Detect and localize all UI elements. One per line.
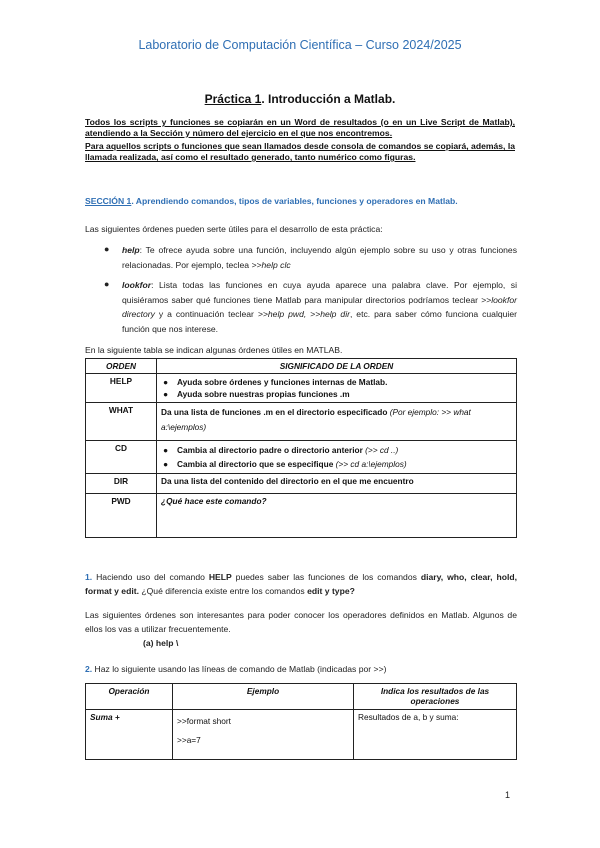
bullet-lookfor-ex2: >>help pwd, >>help dir [257,309,350,319]
cmd-what: WHAT [86,403,157,441]
bullet-help-cmd: help [122,245,140,255]
ex1-t2: puedes saber las funciones de los comandos [231,572,421,582]
cd-desc [157,441,517,474]
ex1-b3: edit y type? [307,586,355,596]
table-row [86,710,517,760]
practice-title-rest: . Introducción a Matlab. [261,92,396,106]
header-ejemplo: Ejemplo [173,684,354,710]
table-row [86,374,517,403]
bullet-help-text: : Te ofrece ayuda sobre una función, incluyendo algún ejemplo sobre su uso y otras funciones relacionadas. Por ejemplo, teclea [122,245,517,270]
operations-table [85,683,517,760]
cmd-pwd: PWD [86,494,157,538]
bullet-lookfor-cmd: lookfor [122,280,152,290]
bullet-lookfor-text2: y a continuación teclear [154,309,258,319]
bullet-dot: ● [163,377,169,387]
page-number: 1 [505,790,511,800]
header-operacion: Operación [86,684,173,710]
what-desc [157,403,517,441]
exercise-2-number: 2. [85,664,93,674]
table-intro: En la siguiente tabla se indican algunas órdenes útiles en MATLAB. [85,345,343,355]
ex1-t1: Haciendo uso del comando [92,572,209,582]
exercise-2-text: Haz lo siguiente usando las líneas de comando de Matlab (indicadas por >>) [92,664,387,674]
page-header: Laboratorio de Computación Científica – Curso 2024/2025 [138,38,462,52]
result-cell: Resultados de a, b y suma: [354,710,517,760]
cmd-dir: DIR [86,474,157,494]
para1: Las siguientes órdenes pueden serte útiles para el desarrollo de esta práctica: [85,224,383,234]
example-cell [173,710,354,760]
table-row [86,494,517,538]
header-orden: ORDEN [86,359,157,374]
help-backslash: (a) help \ [143,638,179,648]
section1-prefix: SECCIÓN 1 [85,196,132,206]
header-significado: SIGNIFICADO DE LA ORDEN [157,359,517,374]
bullet-lookfor [122,278,517,336]
ex1-t3: ¿Qué diferencia existe entre los comandos [138,586,308,596]
table-row [86,441,517,474]
table-header-row [86,684,517,710]
para2: Las siguientes órdenes son interesantes para poder conocer los operadores definidos en Matlab. Algunos de ellos los vas a utilizar frecuentemente. [85,610,517,634]
list-item [161,376,512,388]
table-row [86,474,517,494]
example-a-equals-7: >>a=7 [177,735,201,745]
cd-ex2: (>> cd a:\ejemplos) [335,459,407,469]
practice-title [0,92,600,106]
cd-item2: Cambia al directorio que se especifique [177,459,336,469]
bullet-dot: ● [104,279,110,289]
bullet-lookfor-text3: , etc. para saber cómo funciona cualquier función que nos interese. [122,309,517,334]
help-item-2: Ayuda sobre nuestras propias funciones .m [177,389,350,399]
bullet-lookfor-text1: : Lista todas las funciones en cuya ayuda aparece una palabra clave. Por ejemplo, si quisiéramos saber qué funciones tiene Matlab para manipular directorios podríamos teclear [122,280,517,305]
example-format-short: >>format short [177,716,231,726]
help-desc [157,374,517,403]
intro-line2: Para aquellos scripts o funciones que sean llamados desde consola de comandos se copiará, además, la llamada realizada, así como el resultado generado, tanto numérico como figuras. [85,141,515,162]
help-item-1: Ayuda sobre órdenes y funciones internas de Matlab. [177,377,388,387]
cd-item1: Cambia al directorio padre o directorio anterior [177,445,366,455]
exercise-1-number: 1. [85,572,93,582]
op-suma: Suma + [86,710,173,760]
exercise-2 [85,662,517,677]
header-resultados: Indica los resultados de las operaciones [354,684,517,710]
cmd-cd: CD [86,441,157,474]
dir-desc: Da una lista del contenido del directorio en el que me encuentro [157,474,517,494]
bullet-help [122,243,517,272]
exercise-1 [85,570,517,598]
bullet-dot: ● [104,244,110,254]
what-text: Da una lista de funciones .m en el directorio especificado [161,407,390,417]
pwd-desc: ¿Qué hace este comando? [157,494,517,538]
list-item [161,443,512,457]
bullet-dot: ● [163,459,169,469]
ex1-b2: diary, who, clear, hold, format y edit. [85,572,517,596]
ex1-b1: HELP [208,572,232,582]
list-item [161,388,512,400]
bullet-dot: ● [163,389,169,399]
practice-title-prefix: Práctica 1 [204,92,262,106]
list-item [161,457,512,471]
table-header-row [86,359,517,374]
commands-table [85,358,517,538]
table-row [86,403,517,441]
section1-rest: . Aprendiendo comandos, tipos de variables, funciones y operadores en Matlab. [131,196,458,206]
section1-heading [85,196,525,206]
bullet-dot: ● [163,445,169,455]
what-example: (Por ejemplo: >> what a:\ejemplos) [161,407,471,432]
intro-line1: Todos los scripts y funciones se copiarán en un Word de resultados (o en un Live Script de Matlab), atendiendo a la Sección y número del ejercicio en el que nos encontremos. [85,117,515,138]
bullet-lookfor-ex1: >>lookfor directory [122,294,517,319]
cd-ex1: (>> cd ..) [365,445,399,455]
bullet-help-example: >>help clc [251,259,291,270]
cmd-help: HELP [86,374,157,403]
